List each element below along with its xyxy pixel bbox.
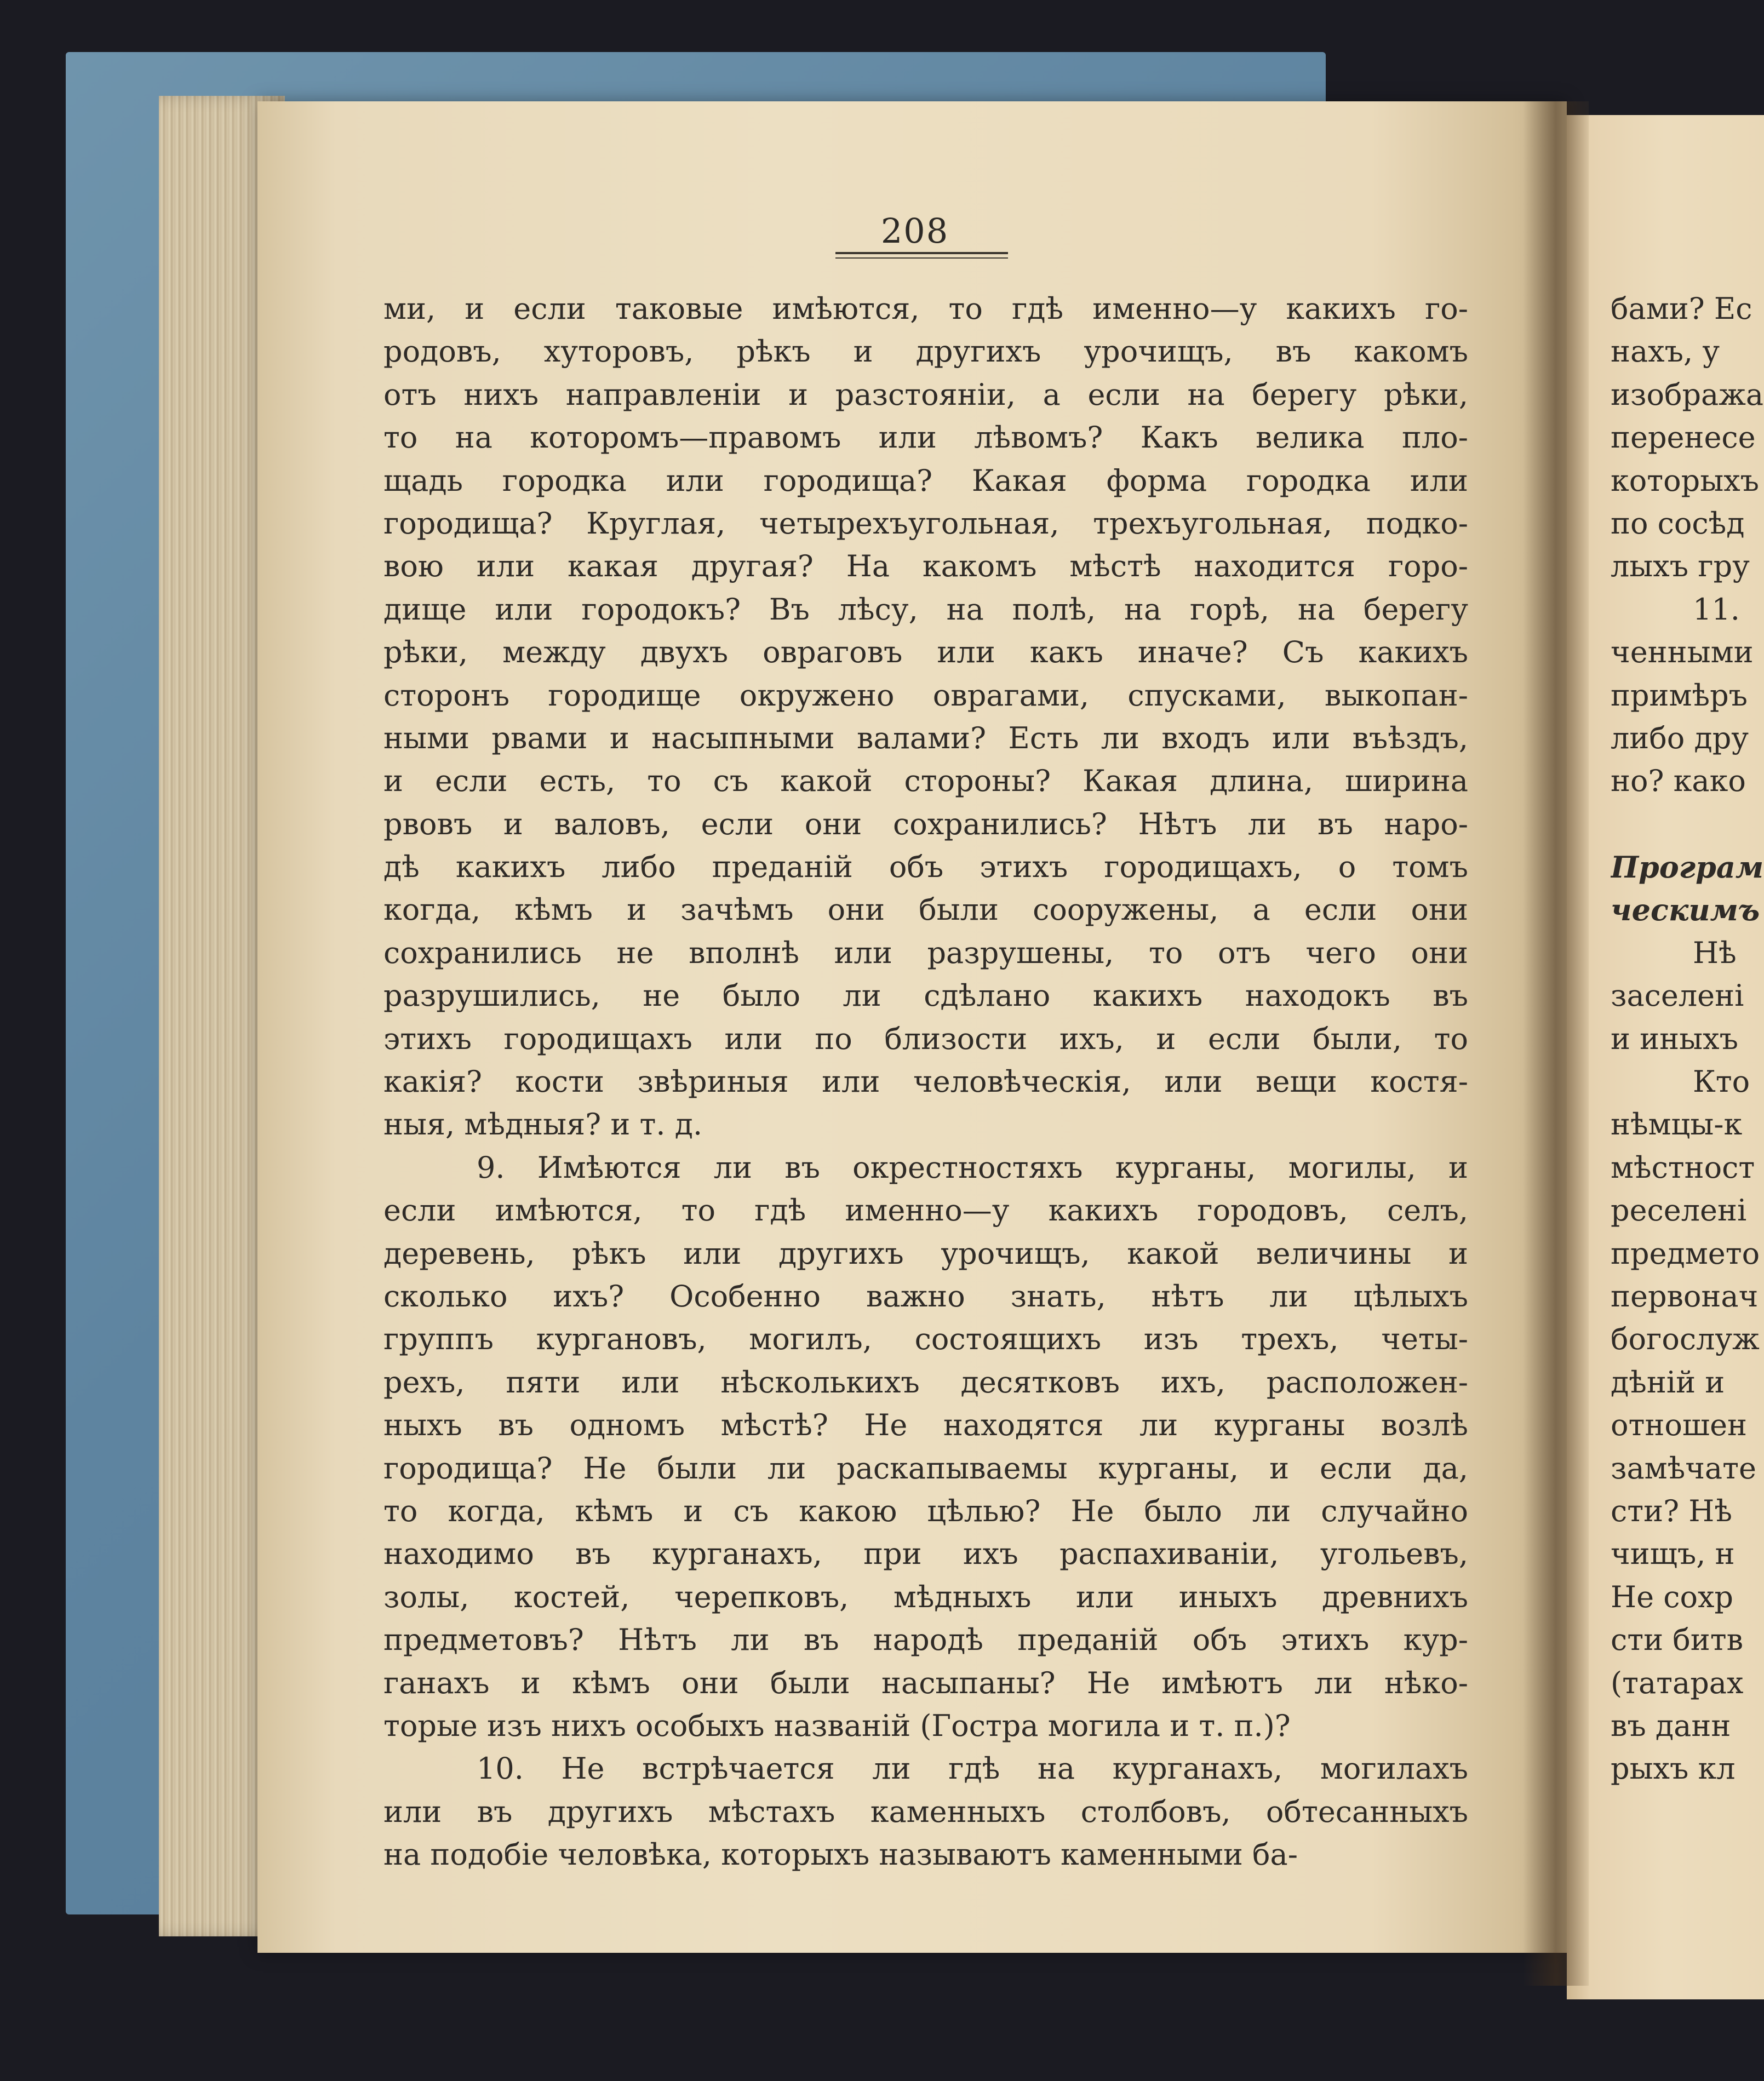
text-line-fragment: примѣръ (1611, 678, 1748, 713)
text-line: какія? кости звѣриныя или человѣческія, или вещи костя- (383, 1064, 1468, 1099)
text-line-fragment: мѣстност (1611, 1150, 1755, 1185)
text-line: сохранились не вполнѣ или разрушены, то отъ чего они (383, 935, 1468, 970)
text-line-fragment: Кто (1693, 1064, 1750, 1099)
text-line-fragment: нѣмцы-к (1611, 1107, 1743, 1142)
text-line-fragment: либо дру (1611, 720, 1749, 755)
text-line-fragment: и иныхъ (1611, 1021, 1738, 1056)
text-line: деревень, рѣкъ или другихъ урочищъ, какой величины и (383, 1236, 1468, 1271)
text-line: рѣки, между двухъ овраговъ или какъ иначе? Съ какихъ (383, 635, 1468, 670)
text-line-fragment: заселені (1611, 978, 1744, 1013)
text-line: ныя, мѣдныя? и т. д. (383, 1107, 703, 1142)
text-line: на подобіе человѣка, которыхъ называютъ каменными ба- (383, 1837, 1298, 1872)
page-number-rule (835, 252, 1008, 254)
text-line-fragment: сти? Нѣ (1611, 1493, 1732, 1528)
text-line-fragment: реселені (1611, 1193, 1747, 1228)
text-line-fragment: бами? Ес (1611, 291, 1752, 326)
left-page-body (383, 288, 1468, 1876)
text-line: если имѣются, то гдѣ именно—у какихъ городовъ, селъ, (383, 1193, 1468, 1228)
text-line: предметовъ? Нѣтъ ли въ народѣ преданій объ этихъ кур- (383, 1623, 1468, 1658)
text-line: находимо въ курганахъ, при ихъ распахиваніи, угольевъ, (383, 1537, 1468, 1572)
text-line: группъ кургановъ, могилъ, состоящихъ изъ трехъ, четы- (383, 1322, 1468, 1357)
text-line: и если есть, то съ какой стороны? Какая длина, ширина (383, 764, 1468, 799)
text-line: городища? Не были ли раскапываемы курганы, и если да, (383, 1451, 1468, 1486)
text-line-fragment: дѣній и (1611, 1365, 1725, 1400)
text-line: 10. Не встрѣчается ли гдѣ на курганахъ, могилахъ (477, 1751, 1468, 1786)
text-line: то на которомъ—правомъ или лѣвомъ? Какъ велика пло- (383, 420, 1468, 455)
page-number: 208 (880, 211, 949, 251)
text-line-fragment: ченными (1611, 635, 1754, 670)
text-line-fragment: Нѣ (1693, 935, 1737, 970)
text-line: рехъ, пяти или нѣсколькихъ десятковъ ихъ, расположен- (383, 1365, 1468, 1400)
section-heading-fragment: ческимъ (1611, 892, 1760, 928)
text-line: торые изъ нихъ особыхъ названій (Гостра могила и т. п.)? (383, 1708, 1291, 1743)
text-line: ными рвами и насыпными валами? Есть ли входъ или въѣздъ, (383, 720, 1468, 755)
text-line-fragment: предмето (1611, 1236, 1760, 1271)
text-line: или въ другихъ мѣстахъ каменныхъ столбовъ, обтесанныхъ (383, 1794, 1468, 1829)
text-line-fragment: по сосѣд (1611, 506, 1745, 541)
text-line: рвовъ и валовъ, если они сохранились? Нѣтъ ли въ наро- (383, 806, 1468, 841)
text-line-fragment: нахъ, у (1611, 334, 1720, 369)
text-line-fragment: 11. (1693, 592, 1740, 627)
section-heading-fragment: Програм (1611, 850, 1764, 885)
text-line-fragment: отношен (1611, 1408, 1748, 1443)
text-line-fragment: Не сохр (1611, 1579, 1733, 1614)
text-line-fragment: богослуж (1611, 1322, 1760, 1357)
text-line: этихъ городищахъ или по близости ихъ, и если были, то (383, 1021, 1468, 1056)
text-line-fragment: въ данн (1611, 1708, 1731, 1743)
text-line: то когда, кѣмъ и съ какою цѣлью? Не было ли случайно (383, 1493, 1468, 1528)
text-line: золы, костей, черепковъ, мѣдныхъ или иныхъ древнихъ (383, 1579, 1468, 1614)
text-line-fragment: изобража (1611, 377, 1764, 412)
text-line: когда, кѣмъ и зачѣмъ они были сооружены, а если они (383, 892, 1468, 927)
text-line-fragment: замѣчате (1611, 1451, 1756, 1486)
right-page-body (1611, 288, 1764, 1791)
blank-line (1611, 803, 1764, 846)
text-line: дѣ какихъ либо преданій объ этихъ городищахъ, о томъ (383, 850, 1468, 885)
text-line: дище или городокъ? Въ лѣсу, на полѣ, на горѣ, на берегу (383, 592, 1468, 627)
text-line: сколько ихъ? Особенно важно знать, нѣтъ ли цѣлыхъ (383, 1279, 1468, 1314)
text-line: 9. Имѣются ли въ окрестностяхъ курганы, могилы, и (477, 1150, 1468, 1185)
text-line: разрушились, не было ли сдѣлано какихъ находокъ въ (383, 978, 1468, 1013)
text-line-fragment: рыхъ кл (1611, 1751, 1736, 1786)
text-line-fragment: первонач (1611, 1279, 1759, 1314)
text-line-fragment: сти битв (1611, 1623, 1744, 1658)
text-line-fragment: перенесе (1611, 420, 1756, 455)
text-line-fragment: (татарах (1611, 1665, 1744, 1700)
text-line: ныхъ въ одномъ мѣстѣ? Не находятся ли курганы возлѣ (383, 1408, 1468, 1443)
text-line-fragment: но? како (1611, 764, 1746, 799)
text-line: отъ нихъ направленіи и разстояніи, а если на берегу рѣки, (383, 377, 1468, 412)
text-line-fragment: лыхъ гру (1611, 549, 1750, 584)
text-line-fragment: чищъ, н (1611, 1537, 1735, 1572)
text-line: вою или какая другая? На какомъ мѣстѣ находится горо- (383, 549, 1468, 584)
book-gutter (1523, 101, 1589, 1986)
text-line: родовъ, хуторовъ, рѣкъ и другихъ урочищъ, въ какомъ (383, 334, 1468, 369)
text-line-fragment: которыхъ (1611, 463, 1760, 498)
text-line: сторонъ городище окружено оврагами, спусками, выкопан- (383, 678, 1468, 713)
text-line: ми, и если таковые имѣются, то гдѣ именно—у какихъ го- (383, 291, 1468, 326)
page-number-rule-thin (835, 257, 1008, 259)
text-line: ганахъ и кѣмъ они были насыпаны? Не имѣютъ ли нѣко- (383, 1665, 1468, 1700)
text-line: щадь городка или городища? Какая форма городка или (383, 463, 1468, 498)
text-line: городища? Круглая, четырехъугольная, трехъугольная, подко- (383, 506, 1468, 541)
